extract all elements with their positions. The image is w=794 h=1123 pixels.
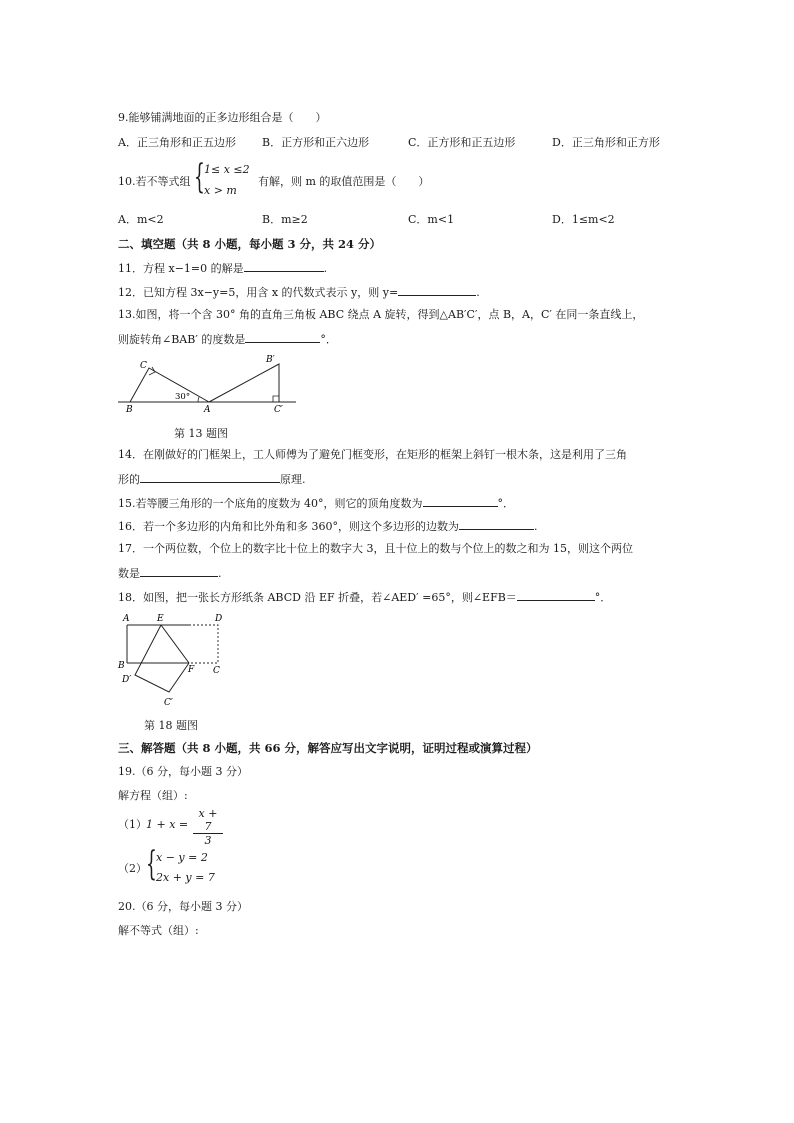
q10-option-b: B．m≥2 xyxy=(262,213,308,226)
q18-label-e: E xyxy=(157,614,164,624)
q19-part-1-fraction xyxy=(193,807,223,847)
q13-label-angle: 30° xyxy=(175,392,191,402)
q18-text: 18．如图，把一张长方形纸条 ABCD 沿 EF 折叠，若∠AED′ =65°，则∠EFB＝ xyxy=(118,591,517,604)
q10-option-a: A．m<2 xyxy=(118,213,164,226)
q16 xyxy=(118,518,538,534)
q15 xyxy=(118,495,514,511)
q16-text: 16．若一个多边形的内角和比外角和多 360°，则这个多边形的边数为 xyxy=(118,520,459,533)
q9-stem: 9.能够铺满地面的正多边形组合是（ ） xyxy=(118,111,327,124)
q12-text: 12．已知方程 3x−y=5，用含 x 的代数式表示 y，则 y= xyxy=(118,286,399,299)
q17-text: 数是 xyxy=(118,567,140,580)
q17-line-1: 17．一个两位数，个位上的数字比十位上的数字大 3，且十位上的数与个位上的数之和为 15，则这个两位 xyxy=(118,542,633,555)
q17-end: . xyxy=(218,567,222,580)
q13-line-1: 13.如图，将一个含 30° 角的直角三角板 ABC 绕点 A 旋转，得到△AB′C′，点 B，A，C′ 在同一条直线上， xyxy=(118,308,644,321)
q11-text: 11．方程 x−1=0 的解是 xyxy=(118,262,244,275)
q16-end: . xyxy=(534,520,538,533)
q19-part-2-brace: { xyxy=(146,844,157,884)
q19-part-1-numerator: x + 7 xyxy=(193,807,223,834)
q19-part-2-label: （2） xyxy=(118,862,147,875)
q13-label-a: A xyxy=(204,405,211,414)
q12-end: . xyxy=(476,286,480,299)
q19-title: 19.（6 分，每小题 3 分） xyxy=(118,765,248,778)
q18-end: °． xyxy=(594,591,612,604)
q10-suffix: 有解，则 m 的取值范围是（ ） xyxy=(258,175,430,188)
q10-prefix: 10.若不等式组 xyxy=(118,175,191,188)
q12 xyxy=(118,284,480,300)
q20-instruction: 解不等式（组）: xyxy=(118,924,199,937)
q10-option-d: D．1≤m<2 xyxy=(552,213,615,226)
q13-label-b: B xyxy=(126,405,133,414)
q9-option-a: A．正三角形和正五边形 xyxy=(118,136,236,149)
q18-caption: 第 18 题图 xyxy=(144,719,198,732)
q18-answer-blank[interactable] xyxy=(517,589,595,601)
q18-label-c: C xyxy=(213,666,220,676)
q20-title: 20.（6 分，每小题 3 分） xyxy=(118,900,248,913)
q17-answer-blank[interactable] xyxy=(140,565,218,577)
q19-part-1-left: 1 + x = xyxy=(146,818,189,831)
q10-option-c: C．m<1 xyxy=(408,213,455,226)
section-3-heading: 三、解答题（共 8 小题，共 66 分，解答应写出文字说明，证明过程或演算过程） xyxy=(118,741,538,755)
q13-line-2 xyxy=(118,331,337,347)
q16-answer-blank[interactable] xyxy=(459,518,534,530)
q19-instruction: 解方程（组）: xyxy=(118,789,188,802)
q14-line-1: 14．在刚做好的门框架上，工人师傅为了避免门框变形，在矩形的框架上斜钉一根木条，这是利用了三角 xyxy=(118,448,627,461)
q13-label-c-prime: C′ xyxy=(274,405,283,414)
q13-end: °． xyxy=(320,333,337,346)
q18 xyxy=(118,589,611,605)
q18-label-a: A xyxy=(123,614,130,624)
q11-answer-blank[interactable] xyxy=(244,260,324,272)
q15-answer-blank[interactable] xyxy=(423,495,498,507)
q13-label-b-prime: B′ xyxy=(266,355,275,365)
q15-end: °． xyxy=(497,497,514,510)
q18-label-c-prime: C′ xyxy=(164,698,173,708)
q13-text: 则旋转角∠BAB′ 的度数是 xyxy=(118,333,246,346)
q9-option-b: B．正方形和正六边形 xyxy=(262,136,370,149)
q14-line-2 xyxy=(118,471,306,487)
q11-end: . xyxy=(323,262,328,275)
q10-brace: { xyxy=(194,157,205,197)
q18-label-d-prime: D′ xyxy=(122,675,132,685)
q18-label-d: D xyxy=(215,614,223,624)
q12-answer-blank[interactable] xyxy=(398,284,476,296)
q17-line-2 xyxy=(118,565,222,581)
q14-answer-blank[interactable] xyxy=(140,471,280,483)
q18-label-b: B xyxy=(118,661,125,671)
q13-figure xyxy=(118,350,298,414)
section-2-heading: 二、填空题（共 8 小题，每小题 3 分，共 24 分） xyxy=(118,237,382,251)
q18-label-f: F xyxy=(188,665,195,675)
q10-ineq-1: 1≤ x ≤2 xyxy=(204,163,250,176)
q9-option-d: D．正三角形和正方形 xyxy=(552,136,660,149)
q13-caption: 第 13 题图 xyxy=(174,427,228,440)
q18-figure xyxy=(116,610,228,710)
q14-end: 原理. xyxy=(280,473,306,486)
q10-ineq-2: x > m xyxy=(204,184,237,197)
q13-label-c: C xyxy=(140,361,147,371)
q19-part-2-eq-1: x − y = 2 xyxy=(156,851,208,864)
q14-text: 形的 xyxy=(118,473,140,486)
q13-answer-blank[interactable] xyxy=(245,331,320,343)
q15-text: 15.若等腰三角形的一个底角的度数为 40°，则它的顶角度数为 xyxy=(118,497,423,510)
q19-part-1-label: （1） xyxy=(118,818,147,831)
q11 xyxy=(118,260,327,276)
q19-part-2-eq-2: 2x + y = 7 xyxy=(156,871,215,884)
q9-option-c: C．正方形和正五边形 xyxy=(408,136,516,149)
q19-part-1-denominator: 3 xyxy=(204,834,212,847)
